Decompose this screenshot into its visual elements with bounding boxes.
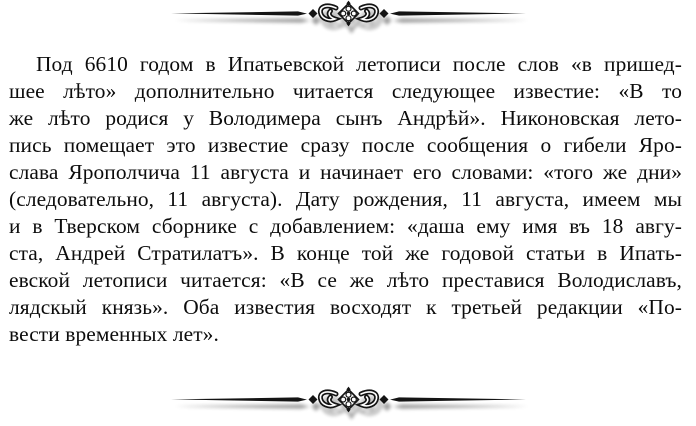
- scroll-diamond-ornament-icon: [168, 0, 528, 30]
- paragraph-line: евской летописи читается: «В се же лѣто преставися Володиславъ,: [9, 268, 682, 292]
- divider-ornament-shadow: [171, 393, 531, 423]
- paragraph-line: же лѣто родися у Володимера сынъ Андрѣй». Никоновская лето-: [9, 106, 682, 130]
- paragraph-line: вести временных лет».: [9, 322, 219, 346]
- body-text: [9, 51, 682, 348]
- paragraph-line: лядскый князь». Оба известия восходят к третьей редакции «По-: [9, 295, 682, 319]
- paragraph-line: шее лѣто» дополнительно читается следующее известие: «В то: [9, 79, 682, 103]
- divider-ornament-shadow: [171, 7, 531, 37]
- paragraph-line: и в Тверском сборнике с добавлением: «даша ему имя въ 18 авгу-: [9, 214, 682, 238]
- paragraph-line: (следовательно, 11 августа). Дату рождения, 11 августа, имеем мы: [9, 187, 682, 211]
- paragraph-line: Под 6610 годом в Ипатьевской летописи после слов «в пришед-: [36, 52, 682, 76]
- paragraph-line: слава Ярополчича 11 августа и начинает его словами: «того же дни»: [9, 160, 682, 184]
- paragraph-line: пись помещает это известие сразу после сообщения о гибели Яро-: [9, 133, 682, 157]
- bottom-divider: [0, 386, 696, 426]
- paragraph-line: ста, Андрей Стратилатъ». В конце той же годовой статьи в Ипать-: [9, 241, 682, 265]
- scroll-diamond-ornament-icon: [168, 386, 528, 416]
- top-divider: [0, 0, 696, 40]
